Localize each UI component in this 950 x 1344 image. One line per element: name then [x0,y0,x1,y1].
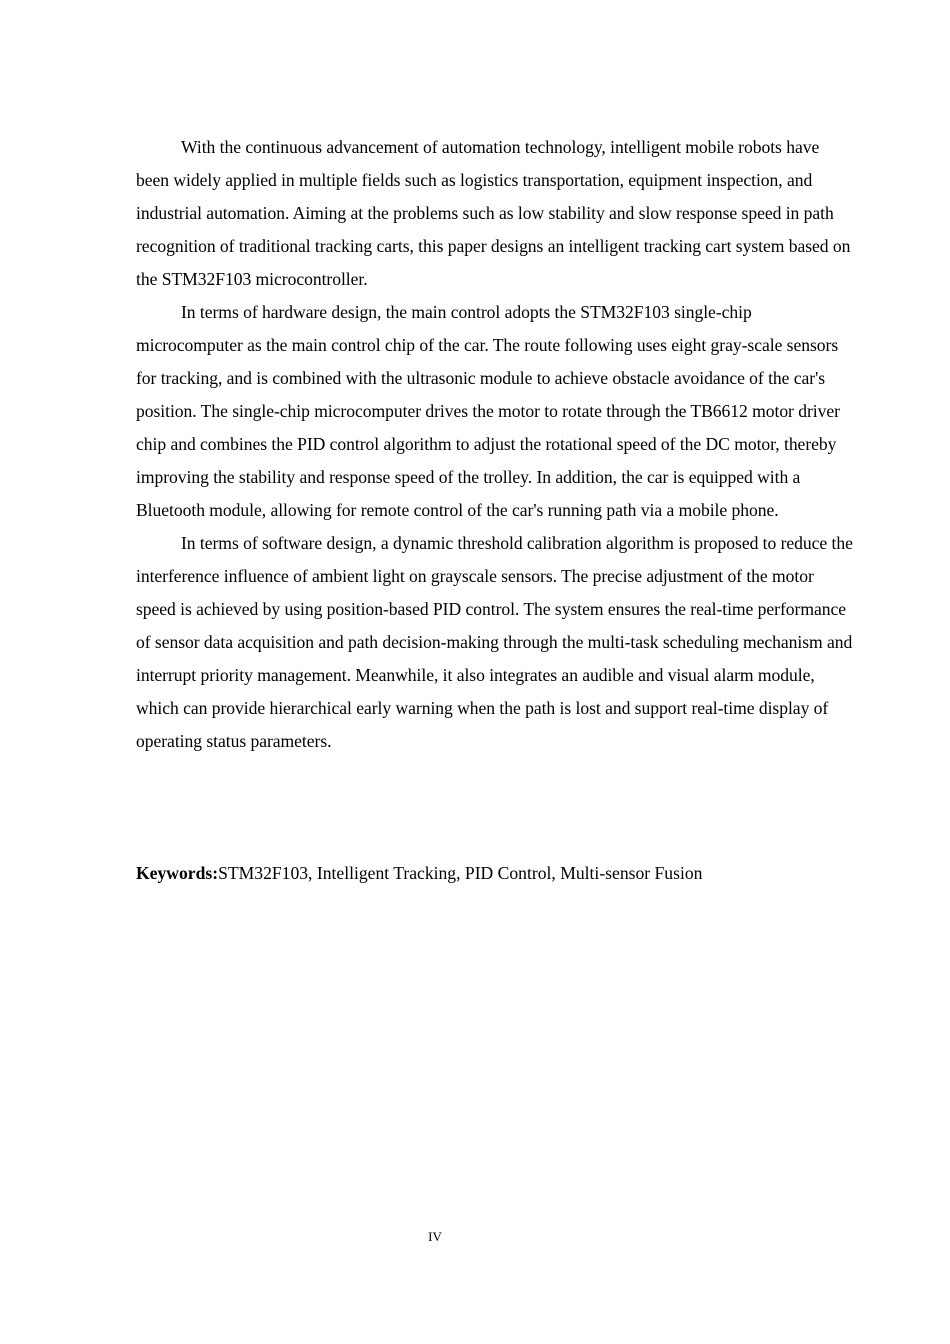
page-number: IV [428,1229,442,1244]
abstract-paragraph-2: In terms of hardware design, the main control adopts the STM32F103 single-chip microcomputer as the main control chip of the car. The route following uses eight gray-scale sensors for tracking, and is combined with the ultrasonic module to achieve obstacle avoidance of the car's position. The single-chip microcomputer drives the motor to rotate through the TB6612 motor driver chip and combines the PID control algorithm to adjust the rotational speed of the DC motor, thereby improving the stability and response speed of the trolley. In addition, the car is equipped with a Bluetooth module, allowing for remote control of the car's running path via a mobile phone. [136,302,840,520]
abstract-paragraph-1: With the continuous advancement of automation technology, intelligent mobile robots have been widely applied in multiple fields such as logistics transportation, equipment inspection, and industrial automation. Aiming at the problems such as low stability and slow response speed in path recognition of traditional tracking carts, this paper designs an intelligent tracking cart system based on the STM32F103 microcontroller. [136,137,851,289]
keywords-line [136,857,866,890]
keywords-value: STM32F103, Intelligent Tracking, PID Control, Multi-sensor Fusion [218,863,703,883]
abstract-paragraph-3: In terms of software design, a dynamic threshold calibration algorithm is proposed to reduce the interference influence of ambient light on grayscale sensors. The precise adjustment of the motor speed is achieved by using position-based PID control. The system ensures the real-time performance of sensor data acquisition and path decision-making through the multi-task scheduling mechanism and interrupt priority management. Meanwhile, it also integrates an audible and visual alarm module, which can provide hierarchical early warning when the path is lost and support real-time display of operating status parameters. [136,533,853,751]
abstract-body [136,131,856,758]
keywords-label: Keywords: [136,863,219,883]
